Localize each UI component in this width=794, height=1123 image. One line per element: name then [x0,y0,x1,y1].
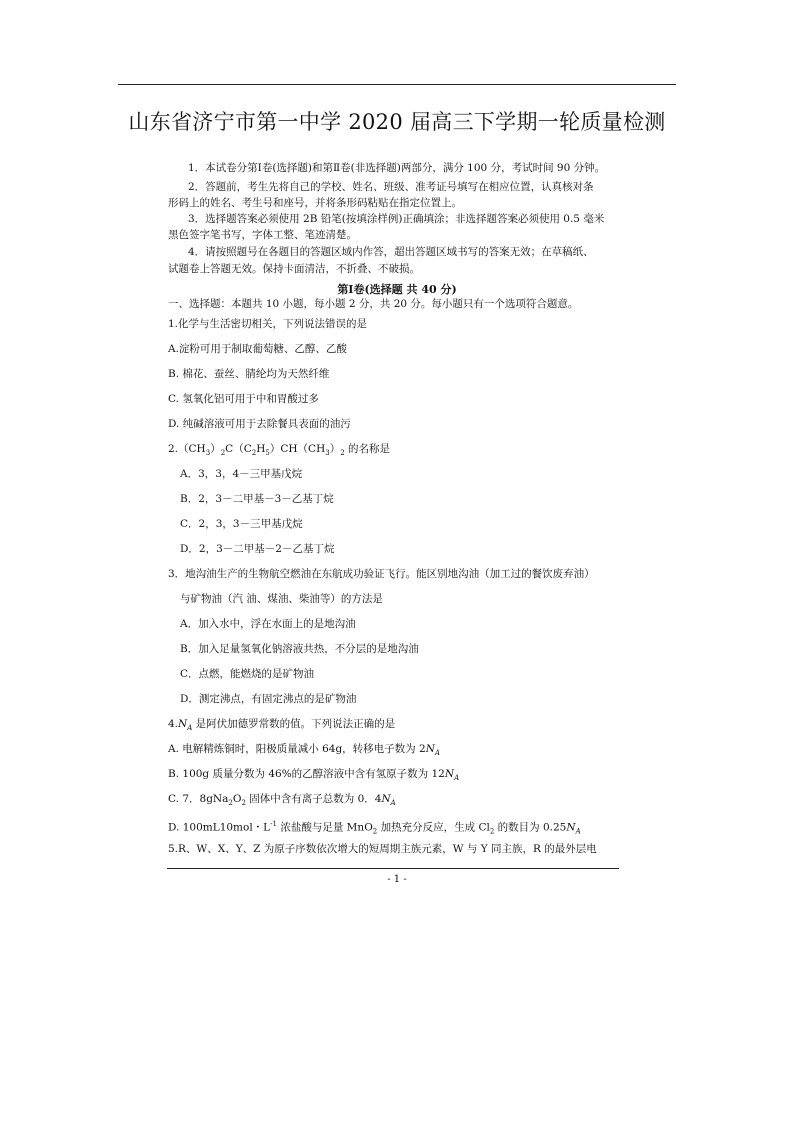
q1-option-a: A.淀粉可用于制取葡萄糖、乙醇、乙酸 [168,343,347,355]
page-title: 山东省济宁市第一中学 2020 届高三下学期一轮质量检测 [128,110,666,134]
instruction-4-cont: 试题卷上答题无效。保持卡面清洁，不折叠、不破损。 [168,263,420,275]
q3-option-d: D．测定沸点，有固定沸点的是矿物油 [180,693,357,705]
instruction-3-cont: 黑色签字笔书写，字体工整、笔迹清楚。 [168,229,357,241]
q1-option-c: C. 氢氧化铝可用于中和胃酸过多 [168,393,319,405]
q3-option-c: C．点燃，能燃烧的是矿物油 [180,668,315,680]
q4-option-d: D. 100mL10mol・$L^{-1}$ 浓盐酸与足量 MnO$_2$ 加热充分反应，生成 $Cl_2$ 的数目为 $0.25N_A$ [168,820,581,836]
footer-rule [167,868,619,869]
q4-option-a: A. 电解精炼铜时，阳极质量减小 64g，转移电子数为 $2N_A$ [168,743,440,758]
instruction-2-cont: 形码上的姓名、考生号和座号，并将条形码粘贴在指定位置上。 [168,197,462,209]
q3-stem-cont: 与矿物油（汽 油、煤油、柴油等）的方法是 [180,593,383,605]
q4-option-b: B. 100g 质量分数为 46%的乙醇溶液中含有氢原子数为 $12N_A$ [168,768,460,783]
q4-stem: $4.N_A$ 是阿伏加德罗常数的值。下列说法正确的是 [168,718,396,733]
q3-option-b: B．加入足量氢氧化钠溶液共热，不分层的是地沟油 [180,643,419,655]
section-title: 第Ⅰ卷(选择题 共 40 分) [337,283,457,296]
q1-option-b: B. 棉花、蚕丝、腈纶均为天然纤维 [168,368,330,380]
instruction-4: 4．请按照题号在各题目的答题区域内作答，超出答题区域书写的答案无效；在草稿纸、 [188,246,594,258]
q2-option-b: B．2，3－二甲基－3－乙基丁烷 [180,493,334,505]
q1-option-d: D. 纯碱溶液可用于去除餐具表面的油污 [168,418,351,430]
q2-option-d: D．2，3－二甲基－2－乙基丁烷 [180,543,335,555]
q2-stem: $2.(CH_3)_2C(C_2H_5)CH(CH_3)_2$ 的名称是 [168,443,391,458]
header-rule [118,84,676,85]
instruction-1: 1．本试卷分第Ⅰ卷(选择题)和第Ⅱ卷(非选择题)两部分，满分 100 分，考试时间 90 分钟。 [188,162,606,174]
q3-stem: 3．地沟油生产的生物航空燃油在东航成功验证飞行。能区别地沟油（加工过的餐饮废弃油） [168,568,595,580]
page-number: - 1 - [387,874,407,885]
section-intro: 一、选择题：本题共 10 小题，每小题 2 分，共 20 分。每小题只有一个选项符合题意。 [168,298,579,310]
instruction-2: 2．答题前，考生先将自己的学校、姓名、班级、准考证号填写在相应位置，认真核对条 [188,181,594,193]
q5-stem: 5.R、W、X、Y、Z 为原子序数依次增大的短周期主族元素，W 与 Y 同主族，R 的最外层电 [168,843,597,855]
q2-option-a: A．3，3，4－三甲基戊烷 [180,468,303,480]
instruction-3: 3．选择题答案必须使用 2B 铅笔(按填涂样例)正确填涂；非选择题答案必须使用 0.5 毫米 [188,213,605,225]
q3-option-a: A．加入水中，浮在水面上的是地沟油 [180,618,356,630]
q1-stem: 1.化学与生活密切相关，下列说法错误的是 [168,318,368,330]
q2-option-c: C．2，3，3－三甲基戊烷 [180,518,303,530]
q4-option-c: C. 7．$8gNa_2O_2$ 固体中含有离子总数为 0．$4N_A$ [168,793,396,808]
